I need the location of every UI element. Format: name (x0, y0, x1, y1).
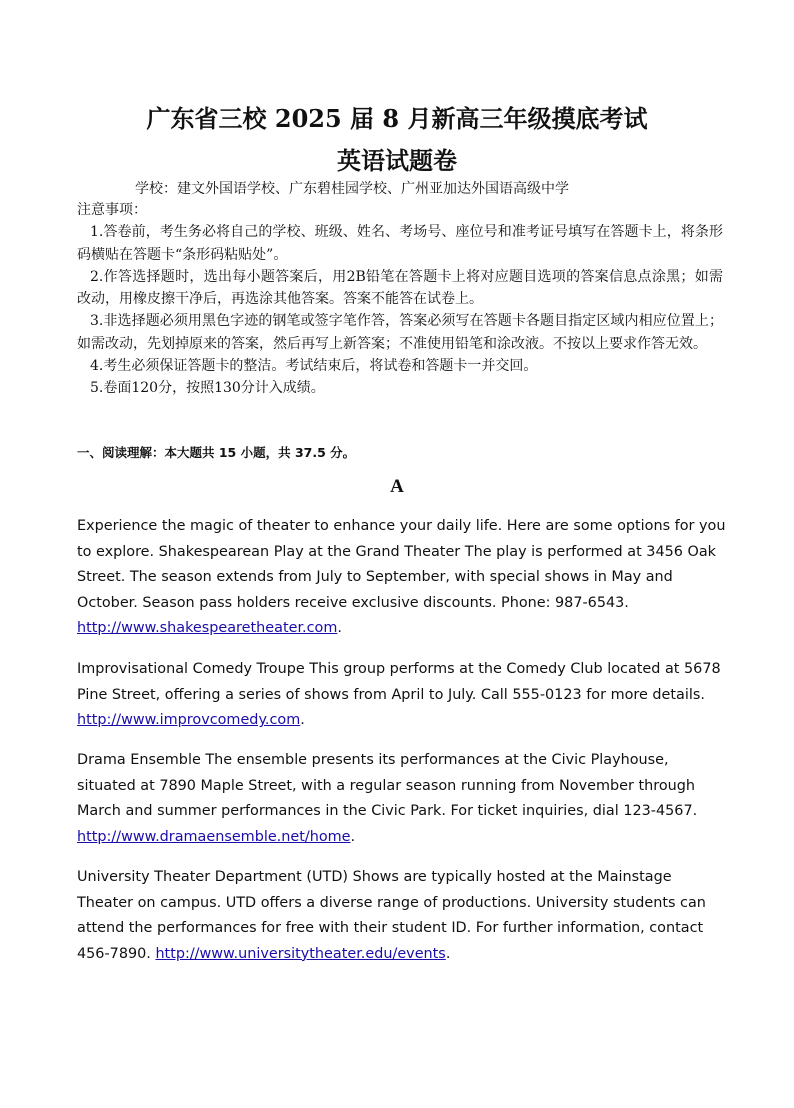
instructions-block (77, 199, 723, 400)
exam-subtitle: 英语试题卷 (337, 146, 457, 175)
passage-paragraph (77, 748, 727, 850)
section-heading: 一、阅读理解：本大题共 15 小题，共 37.5 分。 (77, 445, 356, 460)
schools-line: 学校：建文外国语学校、广东碧桂园学校、广州亚加达外国语高级中学 (135, 181, 569, 197)
passage-paragraph (77, 865, 727, 967)
paragraph-link[interactable]: http://www.dramaensemble.net/home (77, 828, 351, 845)
paragraph-text: University Theater Department (UTD) Shows are typically hosted at the Mainstage Theater on campus. UTD offers a diverse range of productions. University students can attend the performances for free with their student ID. For further information, contact 456-7890. (77, 869, 706, 962)
paragraph-end: . (350, 828, 356, 845)
instruction-item: 1.答卷前，考生务必将自己的学校、班级、姓名、考场号、座位号和准考证号填写在答题卡上，将条形码横贴在答题卡“条形码粘贴处”。 (77, 224, 723, 263)
passage-letter: A (390, 476, 404, 497)
instructions-heading: 注意事项： (77, 202, 147, 218)
paragraph-link[interactable]: http://www.shakespearetheater.com (77, 620, 338, 637)
paragraph-link[interactable]: http://www.improvcomedy.com (77, 712, 301, 729)
paragraph-text: Drama Ensemble The ensemble presents its performances at the Civic Playhouse, situated at 7890 Maple Street, with a regular season running from November through March and summer performances in the Civic Park. For ticket inquiries, dial 123-4567. (77, 752, 698, 820)
paragraph-text: Experience the magic of theater to enhance your daily life. Here are some options for you to explore. Shakespearean Play at the Grand Theater The play is performed at 3456 Oak Street. The season extends from July to September, with special shows in May and October. Season pass holders receive exclusive discounts. Phone: 987-6543. (77, 518, 726, 611)
paragraph-link[interactable]: http://www.universitytheater.edu/events (155, 945, 446, 962)
instruction-item: 3.非选择题必须用黑色字迹的钢笔或签字笔作答，答案必须写在答题卡各题目指定区域内相应位置上；如需改动，先划掉原来的答案，然后再写上新答案；不准使用铅笔和涂改液。不按以上要求作答无效。 (77, 313, 723, 352)
instruction-item: 5.卷面120分，按照130分计入成绩。 (90, 380, 325, 397)
passage-paragraph (77, 657, 727, 734)
paragraph-text: Improvisational Comedy Troupe This group performs at the Comedy Club located at 5678 Pine Street, offering a series of shows from April to July. Call 555-0123 for more details. (77, 661, 721, 703)
instruction-item: 4.考生必须保证答题卡的整洁。考试结束后，将试卷和答题卡一并交回。 (90, 358, 538, 375)
passage-paragraph (77, 514, 727, 642)
paragraph-end: . (337, 620, 342, 637)
instruction-item: 2.作答选择题时，选出每小题答案后，用2B铅笔在答题卡上将对应题目选项的答案信息点涂黑；如需改动，用橡皮擦干净后，再选涂其他答案。答案不能答在试卷上。 (77, 268, 723, 308)
paragraph-end: . (300, 712, 305, 729)
exam-title: 广东省三校 2025 届 8 月新高三年级摸底考试 (146, 104, 648, 133)
paragraph-end: . (445, 945, 451, 962)
